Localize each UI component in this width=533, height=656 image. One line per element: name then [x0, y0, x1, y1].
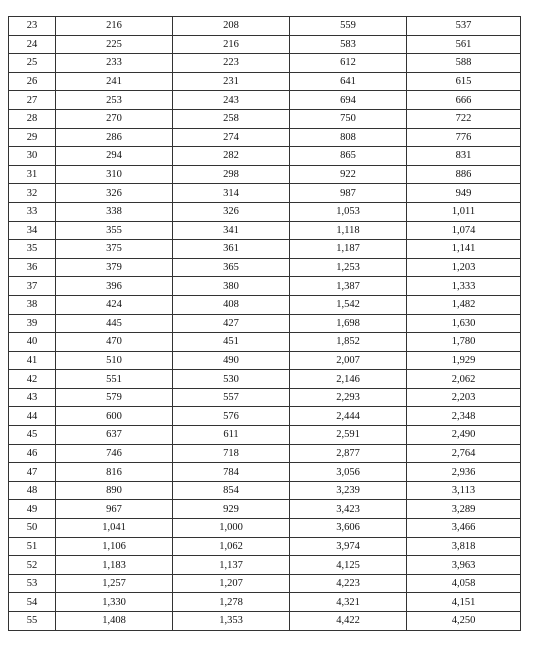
table-row	[9, 91, 521, 110]
value-cell: 890	[56, 481, 173, 500]
row-index-cell: 34	[9, 221, 56, 240]
value-cell: 355	[56, 221, 173, 240]
value-cell: 2,877	[290, 444, 407, 463]
value-cell: 831	[407, 147, 521, 166]
value-cell: 3,974	[290, 537, 407, 556]
value-cell: 537	[407, 17, 521, 36]
table-row	[9, 351, 521, 370]
row-index-cell: 26	[9, 72, 56, 91]
value-cell: 2,062	[407, 370, 521, 389]
row-index-cell: 42	[9, 370, 56, 389]
value-cell: 380	[173, 277, 290, 296]
row-index-cell: 23	[9, 17, 56, 36]
table-row	[9, 184, 521, 203]
table-row	[9, 240, 521, 259]
table-row	[9, 221, 521, 240]
value-cell: 612	[290, 54, 407, 73]
value-cell: 3,963	[407, 556, 521, 575]
table-body	[9, 17, 521, 631]
value-cell: 1,408	[56, 612, 173, 631]
value-cell: 326	[56, 184, 173, 203]
value-cell: 1,780	[407, 333, 521, 352]
table-row	[9, 165, 521, 184]
value-cell: 1,053	[290, 202, 407, 221]
value-cell: 4,321	[290, 593, 407, 612]
table-row	[9, 537, 521, 556]
table-row	[9, 481, 521, 500]
value-cell: 1,333	[407, 277, 521, 296]
value-cell: 1,253	[290, 258, 407, 277]
table-row	[9, 295, 521, 314]
row-index-cell: 49	[9, 500, 56, 519]
value-cell: 341	[173, 221, 290, 240]
value-cell: 427	[173, 314, 290, 333]
value-cell: 2,146	[290, 370, 407, 389]
value-cell: 233	[56, 54, 173, 73]
value-cell: 4,223	[290, 574, 407, 593]
table-row	[9, 202, 521, 221]
value-cell: 949	[407, 184, 521, 203]
table-row	[9, 519, 521, 538]
value-cell: 615	[407, 72, 521, 91]
table-row	[9, 258, 521, 277]
value-cell: 694	[290, 91, 407, 110]
value-cell: 1,698	[290, 314, 407, 333]
row-index-cell: 45	[9, 426, 56, 445]
value-cell: 1,187	[290, 240, 407, 259]
row-index-cell: 27	[9, 91, 56, 110]
value-cell: 1,062	[173, 537, 290, 556]
value-cell: 551	[56, 370, 173, 389]
row-index-cell: 51	[9, 537, 56, 556]
value-cell: 3,606	[290, 519, 407, 538]
value-cell: 1,330	[56, 593, 173, 612]
table-row	[9, 370, 521, 389]
value-cell: 3,289	[407, 500, 521, 519]
value-cell: 4,151	[407, 593, 521, 612]
row-index-cell: 24	[9, 35, 56, 54]
value-cell: 1,929	[407, 351, 521, 370]
value-cell: 1,387	[290, 277, 407, 296]
row-index-cell: 29	[9, 128, 56, 147]
value-cell: 208	[173, 17, 290, 36]
row-index-cell: 46	[9, 444, 56, 463]
value-cell: 922	[290, 165, 407, 184]
value-cell: 361	[173, 240, 290, 259]
value-cell: 3,239	[290, 481, 407, 500]
table-row	[9, 333, 521, 352]
value-cell: 282	[173, 147, 290, 166]
value-cell: 1,141	[407, 240, 521, 259]
table-row	[9, 17, 521, 36]
row-index-cell: 25	[9, 54, 56, 73]
value-cell: 929	[173, 500, 290, 519]
value-cell: 776	[407, 128, 521, 147]
value-cell: 470	[56, 333, 173, 352]
row-index-cell: 32	[9, 184, 56, 203]
table-row	[9, 72, 521, 91]
row-index-cell: 55	[9, 612, 56, 631]
table-row	[9, 556, 521, 575]
value-cell: 718	[173, 444, 290, 463]
value-cell: 314	[173, 184, 290, 203]
row-index-cell: 52	[9, 556, 56, 575]
row-index-cell: 38	[9, 295, 56, 314]
table-row	[9, 426, 521, 445]
value-cell: 310	[56, 165, 173, 184]
value-cell: 1,137	[173, 556, 290, 575]
value-cell: 1,278	[173, 593, 290, 612]
value-cell: 583	[290, 35, 407, 54]
value-cell: 1,630	[407, 314, 521, 333]
value-cell: 3,466	[407, 519, 521, 538]
value-cell: 1,542	[290, 295, 407, 314]
value-cell: 784	[173, 463, 290, 482]
value-cell: 4,058	[407, 574, 521, 593]
table-row	[9, 54, 521, 73]
value-cell: 3,056	[290, 463, 407, 482]
value-cell: 216	[56, 17, 173, 36]
value-cell: 579	[56, 388, 173, 407]
value-cell: 530	[173, 370, 290, 389]
value-cell: 1,257	[56, 574, 173, 593]
row-index-cell: 28	[9, 109, 56, 128]
value-cell: 1,074	[407, 221, 521, 240]
value-cell: 2,591	[290, 426, 407, 445]
row-index-cell: 41	[9, 351, 56, 370]
value-cell: 967	[56, 500, 173, 519]
data-table	[8, 16, 521, 631]
value-cell: 1,000	[173, 519, 290, 538]
value-cell: 243	[173, 91, 290, 110]
value-cell: 600	[56, 407, 173, 426]
value-cell: 375	[56, 240, 173, 259]
row-index-cell: 35	[9, 240, 56, 259]
value-cell: 865	[290, 147, 407, 166]
value-cell: 338	[56, 202, 173, 221]
table-row	[9, 463, 521, 482]
value-cell: 611	[173, 426, 290, 445]
table-row	[9, 500, 521, 519]
value-cell: 1,203	[407, 258, 521, 277]
value-cell: 2,444	[290, 407, 407, 426]
value-cell: 490	[173, 351, 290, 370]
value-cell: 588	[407, 54, 521, 73]
value-cell: 637	[56, 426, 173, 445]
value-cell: 557	[173, 388, 290, 407]
value-cell: 231	[173, 72, 290, 91]
value-cell: 451	[173, 333, 290, 352]
value-cell: 2,348	[407, 407, 521, 426]
value-cell: 298	[173, 165, 290, 184]
row-index-cell: 37	[9, 277, 56, 296]
value-cell: 2,293	[290, 388, 407, 407]
row-index-cell: 50	[9, 519, 56, 538]
value-cell: 510	[56, 351, 173, 370]
value-cell: 223	[173, 54, 290, 73]
row-index-cell: 36	[9, 258, 56, 277]
row-index-cell: 54	[9, 593, 56, 612]
value-cell: 4,422	[290, 612, 407, 631]
table-row	[9, 388, 521, 407]
value-cell: 1,482	[407, 295, 521, 314]
value-cell: 854	[173, 481, 290, 500]
value-cell: 1,106	[56, 537, 173, 556]
table-row	[9, 35, 521, 54]
value-cell: 561	[407, 35, 521, 54]
value-cell: 379	[56, 258, 173, 277]
value-cell: 2,007	[290, 351, 407, 370]
table-row	[9, 612, 521, 631]
value-cell: 1,207	[173, 574, 290, 593]
value-cell: 750	[290, 109, 407, 128]
table-row	[9, 314, 521, 333]
value-cell: 559	[290, 17, 407, 36]
value-cell: 886	[407, 165, 521, 184]
row-index-cell: 44	[9, 407, 56, 426]
value-cell: 326	[173, 202, 290, 221]
row-index-cell: 30	[9, 147, 56, 166]
value-cell: 3,113	[407, 481, 521, 500]
value-cell: 4,125	[290, 556, 407, 575]
table-row	[9, 277, 521, 296]
row-index-cell: 31	[9, 165, 56, 184]
table-row	[9, 593, 521, 612]
value-cell: 816	[56, 463, 173, 482]
value-cell: 2,203	[407, 388, 521, 407]
value-cell: 408	[173, 295, 290, 314]
value-cell: 216	[173, 35, 290, 54]
value-cell: 445	[56, 314, 173, 333]
value-cell: 1,011	[407, 202, 521, 221]
value-cell: 241	[56, 72, 173, 91]
row-index-cell: 53	[9, 574, 56, 593]
row-index-cell: 47	[9, 463, 56, 482]
value-cell: 666	[407, 91, 521, 110]
table-row	[9, 109, 521, 128]
value-cell: 270	[56, 109, 173, 128]
value-cell: 1,353	[173, 612, 290, 631]
value-cell: 365	[173, 258, 290, 277]
value-cell: 3,818	[407, 537, 521, 556]
value-cell: 641	[290, 72, 407, 91]
row-index-cell: 39	[9, 314, 56, 333]
value-cell: 258	[173, 109, 290, 128]
table-row	[9, 128, 521, 147]
value-cell: 576	[173, 407, 290, 426]
value-cell: 2,936	[407, 463, 521, 482]
value-cell: 1,118	[290, 221, 407, 240]
row-index-cell: 33	[9, 202, 56, 221]
value-cell: 286	[56, 128, 173, 147]
value-cell: 424	[56, 295, 173, 314]
row-index-cell: 40	[9, 333, 56, 352]
value-cell: 4,250	[407, 612, 521, 631]
value-cell: 1,183	[56, 556, 173, 575]
value-cell: 1,041	[56, 519, 173, 538]
value-cell: 1,852	[290, 333, 407, 352]
row-index-cell: 48	[9, 481, 56, 500]
value-cell: 987	[290, 184, 407, 203]
value-cell: 396	[56, 277, 173, 296]
table-row	[9, 444, 521, 463]
value-cell: 746	[56, 444, 173, 463]
row-index-cell: 43	[9, 388, 56, 407]
table-row	[9, 147, 521, 166]
value-cell: 253	[56, 91, 173, 110]
table-row	[9, 574, 521, 593]
value-cell: 2,764	[407, 444, 521, 463]
value-cell: 294	[56, 147, 173, 166]
value-cell: 2,490	[407, 426, 521, 445]
value-cell: 808	[290, 128, 407, 147]
value-cell: 274	[173, 128, 290, 147]
table-row	[9, 407, 521, 426]
value-cell: 722	[407, 109, 521, 128]
value-cell: 225	[56, 35, 173, 54]
value-cell: 3,423	[290, 500, 407, 519]
